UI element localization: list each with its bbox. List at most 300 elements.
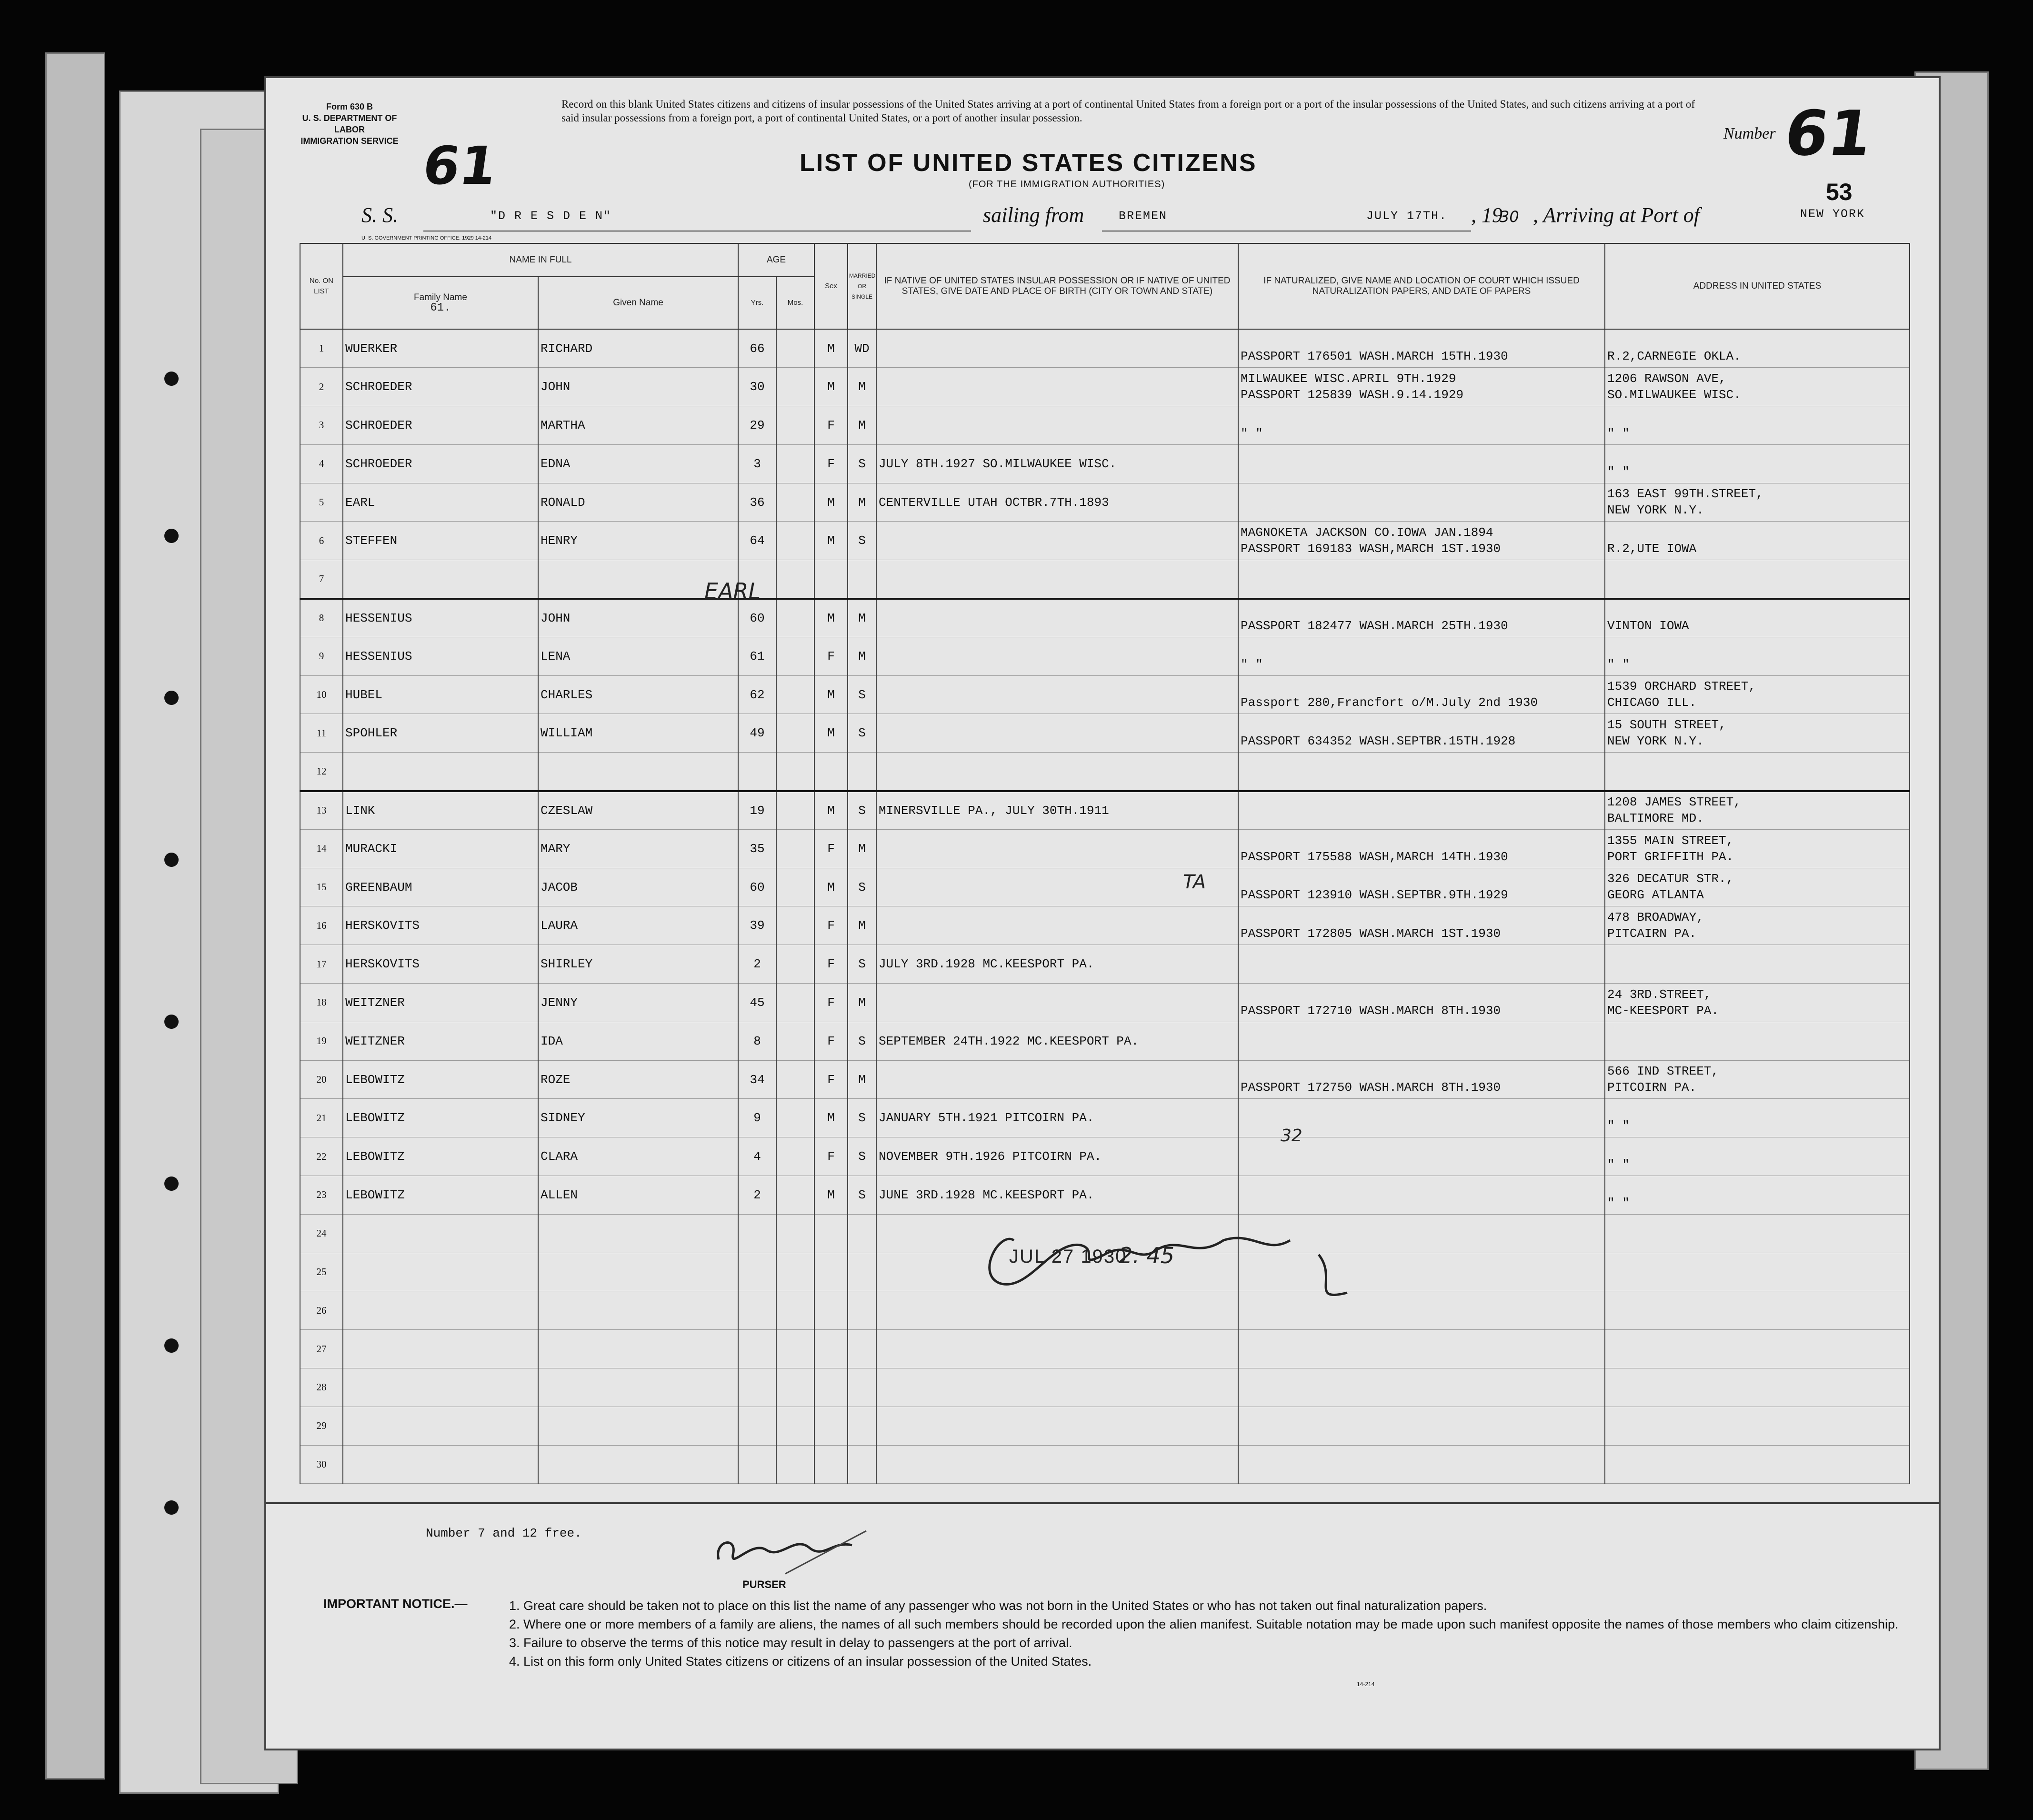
col-naturalized: IF NATURALIZED, GIVE NAME AND LOCATION OF COURT WHICH ISSUED NATURALIZATION PAPERS, AND DATE OF PAPERS: [1238, 243, 1605, 329]
birth-info: JULY 8TH.1927 SO.MILWAUKEE WISC.: [876, 444, 1238, 483]
marital-status: S: [848, 522, 876, 560]
marital-status: M: [848, 1060, 876, 1099]
form-number: Form 630 B: [326, 102, 373, 111]
ss-label: S. S.: [361, 203, 398, 227]
us-address: " ": [1605, 406, 1910, 445]
birth-info: [876, 984, 1238, 1022]
sex: [814, 1445, 848, 1484]
us-address: [1605, 1368, 1910, 1407]
us-address: [1605, 1445, 1910, 1484]
us-address: [1605, 560, 1910, 599]
us-address: 1355 MAIN STREET, PORT GRIFFITH PA.: [1605, 829, 1910, 868]
age-months: [776, 560, 814, 599]
us-address: [1605, 1022, 1910, 1060]
given-name: SHIRLEY: [538, 945, 738, 984]
naturalization-info: PASSPORT 176501 WASH.MARCH 15TH.1930: [1238, 329, 1605, 368]
table-row: [300, 1368, 1910, 1407]
row-number: 7: [300, 560, 343, 599]
row-number: 25: [300, 1253, 343, 1291]
sex: [814, 1330, 848, 1368]
family-name: LEBOWITZ: [343, 1060, 538, 1099]
row-number: 5: [300, 483, 343, 522]
row-number: 11: [300, 714, 343, 753]
given-name: LAURA: [538, 906, 738, 945]
sex: [814, 753, 848, 791]
table-row: [300, 368, 1910, 406]
given-name: JOHN: [538, 599, 738, 637]
row-number: 28: [300, 1368, 343, 1407]
naturalization-info: [1238, 444, 1605, 483]
sex: M: [814, 675, 848, 714]
notice-item: 2. Where one or more members of a family are aliens, the names of all such members should be recorded upon the alien manifest. Suitable notation may be made upon such manifest opposite the names of those members who claim citizenship.: [509, 1617, 1899, 1631]
row-number: 19: [300, 1022, 343, 1060]
marital-status: [848, 560, 876, 599]
table-row: [300, 1330, 1910, 1368]
naturalization-info: PASSPORT 172710 WASH.MARCH 8TH.1930: [1238, 984, 1605, 1022]
given-name: RICHARD: [538, 329, 738, 368]
table-row: [300, 984, 1910, 1022]
birth-info: MINERSVILLE PA., JULY 30TH.1911: [876, 791, 1238, 830]
naturalization-info: PASSPORT 182477 WASH.MARCH 25TH.1930: [1238, 599, 1605, 637]
age-years: 34: [738, 1060, 776, 1099]
number-label: Number: [1723, 125, 1776, 142]
birth-info: [876, 368, 1238, 406]
row-number: 4: [300, 444, 343, 483]
col-yrs: Yrs.: [738, 277, 776, 329]
row-number: 18: [300, 984, 343, 1022]
marital-status: M: [848, 637, 876, 675]
given-name: CZESLAW: [538, 791, 738, 830]
given-name: SIDNEY: [538, 1099, 738, 1137]
row-number: 16: [300, 906, 343, 945]
age-years: 49: [738, 714, 776, 753]
notice-heading: IMPORTANT NOTICE.—: [323, 1597, 468, 1611]
birth-info: [876, 675, 1238, 714]
age-months: [776, 522, 814, 560]
given-name: [538, 1407, 738, 1445]
row-number: 20: [300, 1060, 343, 1099]
given-name: CHARLES: [538, 675, 738, 714]
sailing-date: JULY 17TH.: [1366, 209, 1448, 223]
family-name: [343, 1407, 538, 1445]
family-name: SCHROEDER: [343, 406, 538, 445]
marital-status: [848, 753, 876, 791]
birth-info: JUNE 3RD.1928 MC.KEESPORT PA.: [876, 1176, 1238, 1215]
ship-name: "D R E S D E N": [490, 209, 612, 223]
inspector-mark: 2. 45: [1119, 1243, 1175, 1268]
manifest-page: [264, 76, 1941, 1750]
age-months: [776, 1060, 814, 1099]
us-address: 24 3RD.STREET, MC-KEESPORT PA.: [1605, 984, 1910, 1022]
age-months: [776, 868, 814, 906]
age-years: 8: [738, 1022, 776, 1060]
sex: [814, 1253, 848, 1291]
port-from: BREMEN: [1119, 209, 1168, 223]
family-name: MURACKI: [343, 829, 538, 868]
given-name: JACOB: [538, 868, 738, 906]
row-number: 6: [300, 522, 343, 560]
age-years: 60: [738, 868, 776, 906]
given-name: IDA: [538, 1022, 738, 1060]
naturalization-info: PASSPORT 634352 WASH.SEPTBR.15TH.1928: [1238, 714, 1605, 753]
port-to: NEW YORK: [1800, 207, 1865, 221]
age-years: 4: [738, 1137, 776, 1176]
us-address: 1208 JAMES STREET, BALTIMORE MD.: [1605, 791, 1910, 830]
age-years: 60: [738, 599, 776, 637]
birth-info: [876, 1445, 1238, 1484]
table-row: [300, 1137, 1910, 1176]
us-address: 1539 ORCHARD STREET, CHICAGO ILL.: [1605, 675, 1910, 714]
naturalization-info: MILWAUKEE WISC.APRIL 9TH.1929 PASSPORT 125839 WASH.9.14.1929: [1238, 368, 1605, 406]
age-years: 19: [738, 791, 776, 830]
given-name: [538, 1214, 738, 1253]
table-row: [300, 1445, 1910, 1484]
marital-status: S: [848, 444, 876, 483]
age-months: [776, 329, 814, 368]
naturalization-info: " ": [1238, 637, 1605, 675]
marital-status: M: [848, 906, 876, 945]
family-name: [343, 1445, 538, 1484]
age-years: 2: [738, 945, 776, 984]
notice-item: 1. Great care should be taken not to place on this list the name of any passenger who was not born in the United States or who has not taken out final naturalization papers.: [509, 1599, 1487, 1613]
col-name-group: NAME IN FULL: [343, 243, 738, 277]
family-name: WEITZNER: [343, 1022, 538, 1060]
family-name: HESSENIUS: [343, 637, 538, 675]
age-months: [776, 483, 814, 522]
us-address: 566 IND STREET, PITCOIRN PA.: [1605, 1060, 1910, 1099]
us-address: 15 SOUTH STREET, NEW YORK N.Y.: [1605, 714, 1910, 753]
birth-info: [876, 1407, 1238, 1445]
age-months: [776, 1253, 814, 1291]
naturalization-info: [1238, 1445, 1605, 1484]
naturalization-info: [1238, 1022, 1605, 1060]
age-months: [776, 984, 814, 1022]
birth-info: JANUARY 5TH.1921 PITCOIRN PA.: [876, 1099, 1238, 1137]
given-name: [538, 1330, 738, 1368]
table-row: [300, 945, 1910, 984]
service: IMMIGRATION SERVICE: [300, 136, 399, 146]
age-years: 39: [738, 906, 776, 945]
footer-rule: [266, 1502, 1939, 1504]
marital-status: M: [848, 368, 876, 406]
sex: F: [814, 1060, 848, 1099]
sex: F: [814, 1022, 848, 1060]
given-name: [538, 1291, 738, 1330]
sex: [814, 560, 848, 599]
birth-info: [876, 714, 1238, 753]
given-name: MARY: [538, 829, 738, 868]
table-row: [300, 753, 1910, 791]
family-name: GREENBAUM: [343, 868, 538, 906]
us-address: 1206 RAWSON AVE, SO.MILWAUKEE WISC.: [1605, 368, 1910, 406]
naturalization-info: [1238, 945, 1605, 984]
naturalization-info: PASSPORT 175588 WASH,MARCH 14TH.1930: [1238, 829, 1605, 868]
sex: [814, 1214, 848, 1253]
age-months: [776, 599, 814, 637]
age-months: [776, 675, 814, 714]
age-years: 35: [738, 829, 776, 868]
family-name: SPOHLER: [343, 714, 538, 753]
family-name: WEITZNER: [343, 984, 538, 1022]
age-years: 62: [738, 675, 776, 714]
age-years: 2: [738, 1176, 776, 1215]
department: U. S. DEPARTMENT OF LABOR: [302, 113, 397, 134]
col-mos: Mos.: [776, 277, 814, 329]
naturalization-info: MAGNOKETA JACKSON CO.IOWA JAN.1894 PASSPORT 169183 WASH,MARCH 1ST.1930: [1238, 522, 1605, 560]
us-address: 478 BROADWAY, PITCAIRN PA.: [1605, 906, 1910, 945]
age-years: 3: [738, 444, 776, 483]
sex: M: [814, 483, 848, 522]
binder-hole: [164, 691, 179, 705]
marital-status: M: [848, 406, 876, 445]
naturalization-info: [1238, 560, 1605, 599]
row-number: 12: [300, 753, 343, 791]
marital-status: S: [848, 1176, 876, 1215]
row-number: 8: [300, 599, 343, 637]
free-note: Number 7 and 12 free.: [426, 1526, 582, 1540]
purser-label: PURSER: [742, 1579, 786, 1590]
marital-status: [848, 1214, 876, 1253]
col-family-label: Family Name: [414, 292, 467, 302]
given-name: MARTHA: [538, 406, 738, 445]
age-months: [776, 1330, 814, 1368]
row-number: 13: [300, 791, 343, 830]
age-years: [738, 1330, 776, 1368]
us-address: [1605, 1291, 1910, 1330]
us-address: [1605, 1330, 1910, 1368]
col-native: IF NATIVE OF UNITED STATES INSULAR POSSESSION OR IF NATIVE OF UNITED STATES, GIVE DATE AND PLACE OF BIRTH (CITY OR TOWN AND STATE): [876, 243, 1238, 329]
marital-status: S: [848, 945, 876, 984]
marital-status: M: [848, 829, 876, 868]
birth-info: [876, 906, 1238, 945]
age-months: [776, 1214, 814, 1253]
family-name: LEBOWITZ: [343, 1176, 538, 1215]
table-row: [300, 675, 1910, 714]
age-years: 29: [738, 406, 776, 445]
given-name: JOHN: [538, 368, 738, 406]
form-id: [295, 101, 404, 147]
page-subtitle: (FOR THE IMMIGRATION AUTHORITIES): [969, 179, 1165, 190]
year-suffix: 30: [1500, 208, 1519, 226]
row-number: 14: [300, 829, 343, 868]
us-address: 326 DECATUR STR., GEORG ATLANTA: [1605, 868, 1910, 906]
sex: M: [814, 522, 848, 560]
age-months: [776, 906, 814, 945]
col-address: ADDRESS IN UNITED STATES: [1605, 243, 1910, 329]
us-address: 163 EAST 99TH.STREET, NEW YORK N.Y.: [1605, 483, 1910, 522]
age-months: [776, 945, 814, 984]
year-prefix: , 19: [1471, 203, 1502, 227]
sex: M: [814, 1176, 848, 1215]
row-number: 23: [300, 1176, 343, 1215]
naturalization-info: [1238, 1176, 1605, 1215]
us-address: VINTON IOWA: [1605, 599, 1910, 637]
birth-info: [876, 406, 1238, 445]
age-months: [776, 444, 814, 483]
purser-signature: [709, 1526, 890, 1579]
handwritten-sheet-number: 61: [419, 135, 501, 196]
col-family: [343, 277, 538, 329]
us-address: [1605, 945, 1910, 984]
table-row: [300, 522, 1910, 560]
age-months: [776, 637, 814, 675]
naturalization-info: [1238, 791, 1605, 830]
col-married: MARRIED OR SINGLE: [848, 243, 876, 329]
row-number: 17: [300, 945, 343, 984]
marital-status: [848, 1368, 876, 1407]
naturalization-info: [1238, 1330, 1605, 1368]
row-number: 22: [300, 1137, 343, 1176]
birth-info: [876, 1368, 1238, 1407]
row-number: 2: [300, 368, 343, 406]
printer-line: U. S. GOVERNMENT PRINTING OFFICE: 1929 14-214: [361, 235, 492, 241]
birth-info: NOVEMBER 9TH.1926 PITCOIRN PA.: [876, 1137, 1238, 1176]
sex: [814, 1291, 848, 1330]
sex: M: [814, 368, 848, 406]
age-years: [738, 1214, 776, 1253]
sex: F: [814, 984, 848, 1022]
family-name: HUBEL: [343, 675, 538, 714]
ta-annotation: TA: [1183, 871, 1206, 893]
us-address: " ": [1605, 444, 1910, 483]
table-row: [300, 329, 1910, 368]
us-address: " ": [1605, 637, 1910, 675]
birth-info: [876, 637, 1238, 675]
birth-info: [876, 560, 1238, 599]
age-months: [776, 368, 814, 406]
family-name: [343, 560, 538, 599]
row-number: 21: [300, 1099, 343, 1137]
earl-annotation: EARL: [704, 578, 761, 604]
age-months: [776, 714, 814, 753]
table-row: [300, 599, 1910, 637]
age-months: [776, 1445, 814, 1484]
age-months: [776, 1368, 814, 1407]
family-name: SCHROEDER: [343, 444, 538, 483]
number-value: 61: [1780, 97, 1877, 170]
birth-info: JULY 3RD.1928 MC.KEESPORT PA.: [876, 945, 1238, 984]
given-name: WILLIAM: [538, 714, 738, 753]
marital-status: M: [848, 483, 876, 522]
sex: F: [814, 945, 848, 984]
sex: F: [814, 637, 848, 675]
row-number: 29: [300, 1407, 343, 1445]
sex: [814, 1407, 848, 1445]
sex: M: [814, 1099, 848, 1137]
family-name: SCHROEDER: [343, 368, 538, 406]
given-name: [538, 1445, 738, 1484]
family-name: LINK: [343, 791, 538, 830]
naturalization-info: PASSPORT 172750 WASH.MARCH 8TH.1930: [1238, 1060, 1605, 1099]
given-name: ROZE: [538, 1060, 738, 1099]
birth-info: [876, 829, 1238, 868]
us-address: " ": [1605, 1137, 1910, 1176]
table-row: [300, 444, 1910, 483]
given-name: [538, 1253, 738, 1291]
page-number: 53: [1826, 179, 1853, 205]
sex: F: [814, 906, 848, 945]
row-number: 10: [300, 675, 343, 714]
sex: M: [814, 714, 848, 753]
age-months: [776, 1099, 814, 1137]
given-name: HENRY: [538, 522, 738, 560]
us-address: [1605, 1407, 1910, 1445]
age-months: [776, 1137, 814, 1176]
marital-status: M: [848, 599, 876, 637]
family-name: [343, 1291, 538, 1330]
notice-item: 3. Failure to observe the terms of this notice may result in delay to passengers at the port of arrival.: [509, 1636, 1072, 1650]
sex: F: [814, 444, 848, 483]
row-number: 9: [300, 637, 343, 675]
family-name: [343, 1214, 538, 1253]
row-number: 30: [300, 1445, 343, 1484]
marital-status: [848, 1407, 876, 1445]
binder-hole: [164, 372, 179, 386]
age-years: [738, 1407, 776, 1445]
age-years: 61: [738, 637, 776, 675]
intro-text: Record on this blank United States citizens and citizens of insular possessions of the United States arriving at a port of continental United States from a foreign port or a port of the insular possessions of the United States, and such citizens arriving at a port of said insular possessions from a foreign port, a port of continental United States, or a port of another insular possession.: [561, 98, 1695, 124]
binder-hole: [164, 853, 179, 867]
family-name: [343, 753, 538, 791]
binder-hole: [164, 1500, 179, 1515]
row-number: 1: [300, 329, 343, 368]
age-months: [776, 753, 814, 791]
age-months: [776, 829, 814, 868]
birth-info: [876, 1330, 1238, 1368]
family-name: HESSENIUS: [343, 599, 538, 637]
footer-code: 14-214: [1357, 1681, 1375, 1688]
age-years: 64: [738, 522, 776, 560]
col-given: Given Name: [538, 277, 738, 329]
us-address: [1605, 753, 1910, 791]
naturalization-info: PASSPORT 123910 WASH.SEPTBR.9TH.1929: [1238, 868, 1605, 906]
table-row: [300, 868, 1910, 906]
naturalization-info: " ": [1238, 406, 1605, 445]
naturalization-info: [1238, 1407, 1605, 1445]
age-years: 30: [738, 368, 776, 406]
given-name: JENNY: [538, 984, 738, 1022]
marital-status: M: [848, 984, 876, 1022]
sex: F: [814, 829, 848, 868]
age-months: [776, 1022, 814, 1060]
num-32-annotation: 32: [1281, 1126, 1302, 1146]
family-name: [343, 1368, 538, 1407]
family-name: HERSKOVITS: [343, 906, 538, 945]
given-name: CLARA: [538, 1137, 738, 1176]
notice-item: 4. List on this form only United States citizens or citizens of an insular possession of the United States.: [509, 1654, 1092, 1669]
table-row: [300, 637, 1910, 675]
naturalization-info: [1238, 483, 1605, 522]
family-name: HERSKOVITS: [343, 945, 538, 984]
naturalization-info: PASSPORT 172805 WASH.MARCH 1ST.1930: [1238, 906, 1605, 945]
naturalization-info: Passport 280,Francfort o/M.July 2nd 1930: [1238, 675, 1605, 714]
given-name: [538, 753, 738, 791]
row-number: 15: [300, 868, 343, 906]
age-years: 9: [738, 1099, 776, 1137]
birth-info: [876, 753, 1238, 791]
table-row: [300, 1176, 1910, 1215]
marital-status: S: [848, 791, 876, 830]
birth-info: [876, 1060, 1238, 1099]
us-address: R.2,CARNEGIE OKLA.: [1605, 329, 1910, 368]
binder-hole: [164, 529, 179, 543]
table-row: [300, 483, 1910, 522]
col-age-group: AGE: [738, 243, 814, 277]
family-name: [343, 1253, 538, 1291]
marital-status: [848, 1291, 876, 1330]
family-name: WUERKER: [343, 329, 538, 368]
table-row: [300, 1407, 1910, 1445]
